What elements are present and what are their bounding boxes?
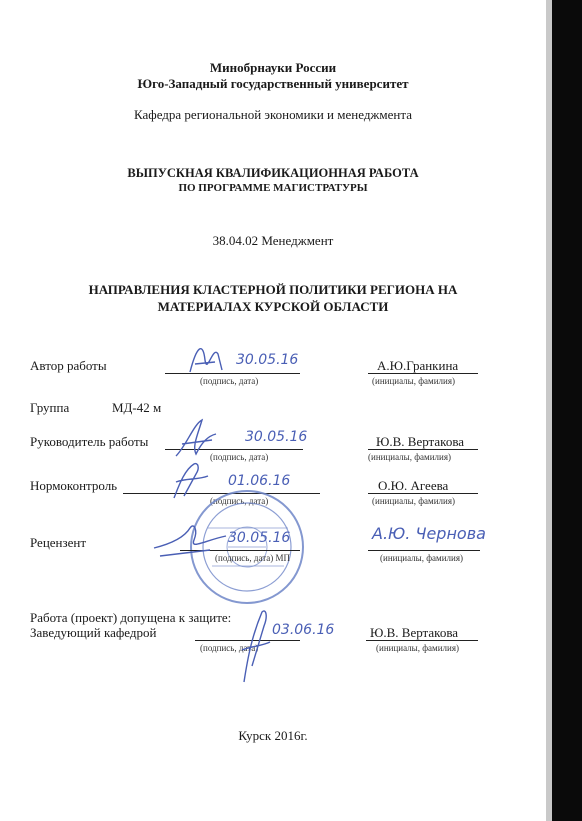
reviewer-label: Рецензент	[30, 535, 87, 550]
reviewer-name: А.Ю. Чернова	[372, 524, 486, 543]
supervisor-sign-hint: (подпись, дата)	[210, 452, 269, 462]
author-name-line	[368, 373, 478, 374]
reviewer-name-line	[368, 550, 480, 551]
admission-label: Работа (проект) допущена к защите:	[30, 610, 232, 625]
group-value: МД-42 м	[112, 400, 162, 415]
author-date: 30.05.16	[236, 352, 299, 368]
admission-date: 03.06.16	[272, 622, 335, 638]
reviewer-signature	[150, 518, 230, 562]
work-type-line1: ВЫПУСКНАЯ КВАЛИФИКАЦИОННАЯ РАБОТА	[127, 166, 419, 180]
group-label: Группа	[30, 400, 70, 415]
admission-name-line	[366, 640, 478, 641]
normcontrol-name-line	[368, 493, 478, 494]
supervisor-name-hint: (инициалы, фамилия)	[368, 452, 451, 462]
normcontrol-label: Нормоконтроль	[30, 478, 118, 493]
work-type-line2: ПО ПРОГРАММЕ МАГИСТРАТУРЫ	[178, 182, 368, 194]
admission-signature	[238, 606, 272, 686]
author-name-hint: (инициалы, фамилия)	[372, 376, 455, 386]
normcontrol-sign-hint: (подпись, дата)	[210, 496, 269, 506]
supervisor-name-line	[368, 449, 478, 450]
supervisor-label: Руководитель работы	[30, 434, 149, 449]
reviewer-date: 30.05.16	[228, 530, 291, 546]
title-line2: МАТЕРИАЛАХ КУРСКОЙ ОБЛАСТИ	[157, 299, 389, 314]
scan-edge-black	[552, 0, 582, 821]
normcontrol-name-hint: (инициалы, фамилия)	[372, 496, 455, 506]
university-line: Юго-Западный государственный университет	[137, 76, 409, 91]
normcontrol-name: О.Ю. Агеева	[378, 478, 449, 493]
title-line1: НАПРАВЛЕНИЯ КЛАСТЕРНОЙ ПОЛИТИКИ РЕГИОНА НА	[88, 282, 458, 297]
admission-sign-hint: (подпись, дата)	[200, 643, 259, 653]
author-sign-hint: (подпись, дата)	[200, 376, 259, 386]
department-line: Кафедра региональной экономики и менеджмента	[134, 107, 412, 122]
reviewer-name-hint: (инициалы, фамилия)	[380, 553, 463, 563]
supervisor-date: 30.05.16	[245, 429, 308, 445]
reviewer-sign-hint: (подпись, дата) МП	[215, 553, 290, 563]
supervisor-signature	[172, 416, 222, 462]
author-label: Автор работы	[30, 358, 107, 373]
author-signature	[185, 340, 225, 378]
supervisor-name: Ю.В. Вертакова	[376, 434, 465, 449]
normcontrol-date: 01.06.16	[228, 473, 291, 489]
admission-name-hint: (инициалы, фамилия)	[376, 643, 459, 653]
specialty-line: 38.04.02 Менеджмент	[212, 233, 334, 248]
city-year: Курск 2016г.	[238, 728, 308, 743]
head-of-department-label: Заведующий кафедрой	[30, 625, 157, 640]
ministry-line: Минобрнауки России	[209, 60, 337, 75]
admission-name: Ю.В. Вертакова	[370, 625, 459, 640]
author-name: А.Ю.Гранкина	[377, 358, 459, 373]
